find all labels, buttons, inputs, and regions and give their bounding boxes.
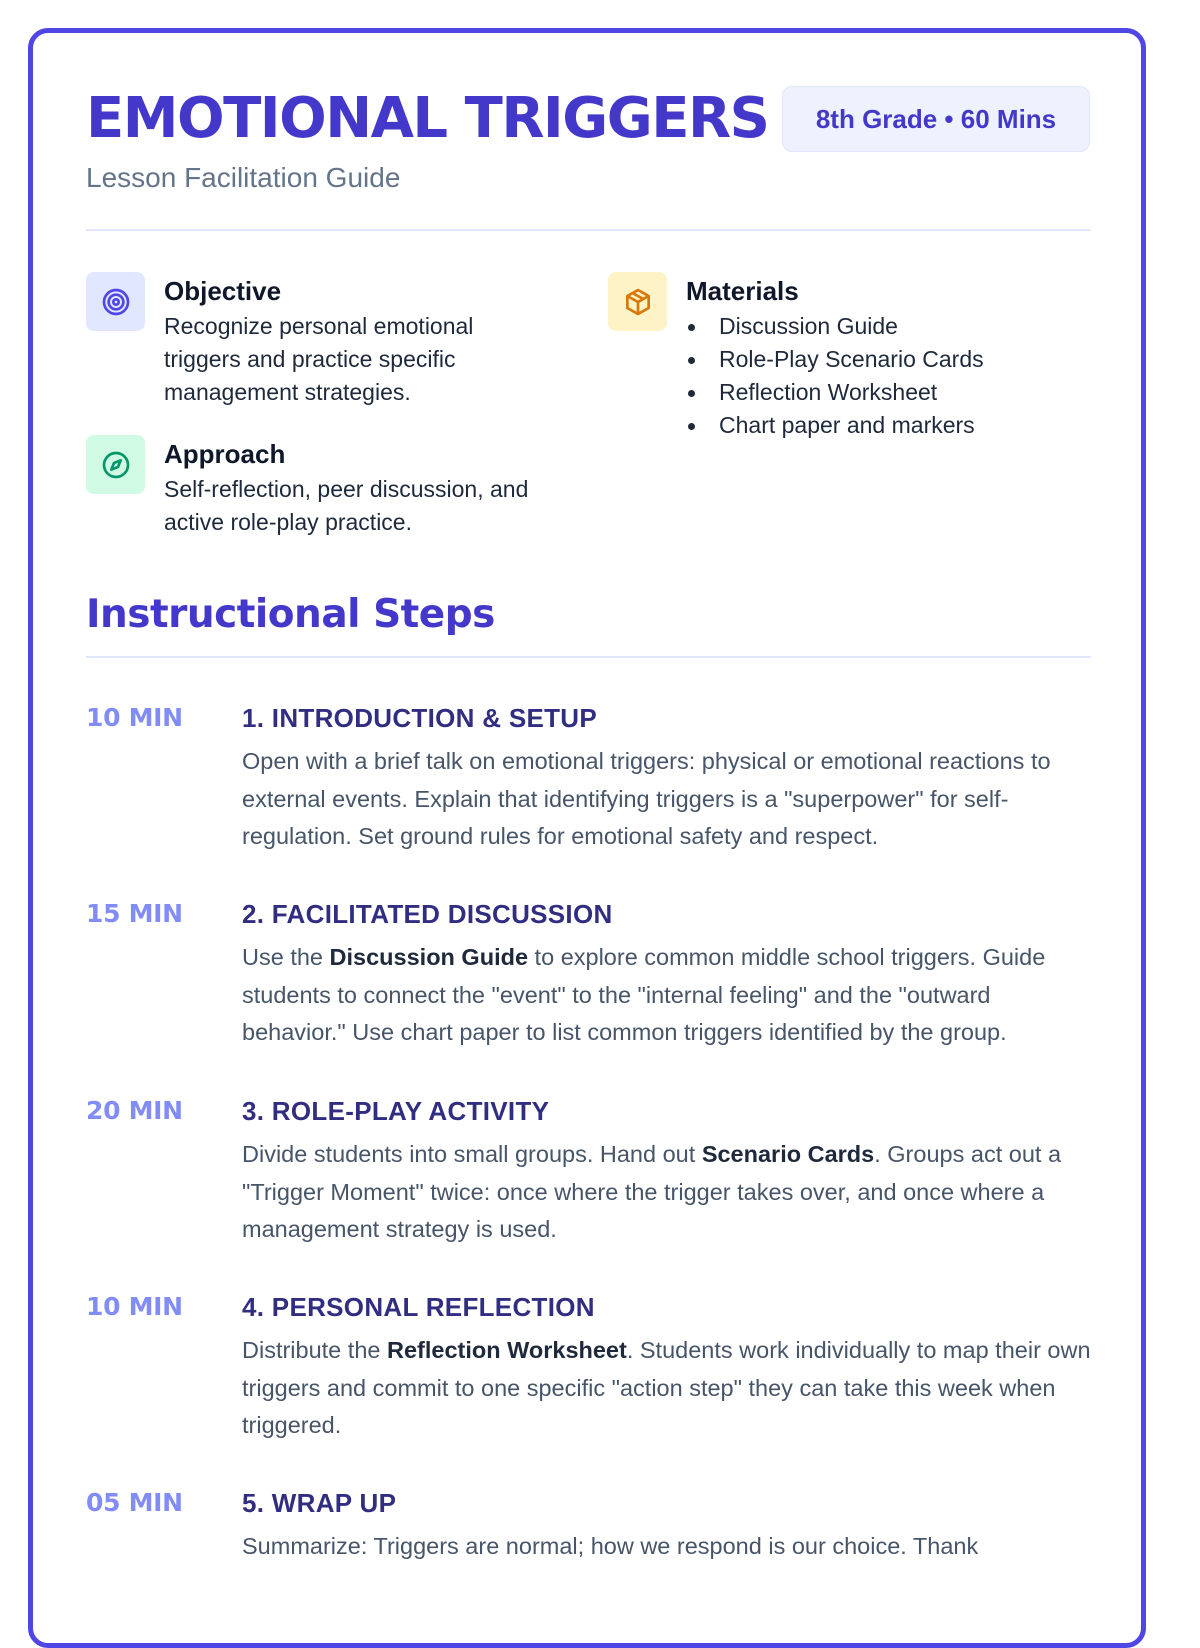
approach-title: Approach — [164, 439, 286, 469]
step-description: Summarize: Triggers are normal; how we respond is our choice. Thank — [242, 1533, 979, 1559]
approach-icon-box — [86, 435, 145, 494]
page-subtitle: Lesson Facilitation Guide — [86, 162, 401, 193]
step-description: Open with a brief talk on emotional triggers: physical or emotional reactions to external events. Explain that identifying triggers is a "superpower" for self-regulation. Set ground rules for emotional safety and respect. — [242, 748, 1051, 849]
step-description: Divide students into small groups. Hand out Scenario Cards. Groups act out a "Trigger Moment" twice: once where the trigger takes over, and once where a management strategy is used. — [242, 1141, 1062, 1242]
materials-list — [686, 310, 984, 442]
compass-icon — [100, 449, 132, 481]
step-title: 2. FACILITATED DISCUSSION — [242, 899, 613, 929]
step-duration: 05 MIN — [86, 1488, 183, 1517]
approach-text: Self-reflection, peer discussion, and active role-play practice. — [164, 476, 529, 535]
instructional-steps-heading: Instructional Steps — [86, 592, 495, 637]
objective-icon-box — [86, 272, 145, 331]
step-title: 5. WRAP UP — [242, 1488, 397, 1518]
step-duration: 20 MIN — [86, 1096, 183, 1125]
page-title: EMOTIONAL TRIGGERS — [86, 86, 769, 151]
step-duration: 15 MIN — [86, 899, 183, 928]
step-duration: 10 MIN — [86, 703, 183, 732]
header-divider — [86, 229, 1091, 231]
step-title: 4. PERSONAL REFLECTION — [242, 1292, 595, 1322]
step-title: 3. ROLE-PLAY ACTIVITY — [242, 1096, 550, 1126]
objective-text: Recognize personal emotional triggers and practice specific management strategies. — [164, 313, 474, 405]
materials-icon-box — [608, 272, 667, 331]
step-description: Distribute the Reflection Worksheet. Students work individually to map their own triggers and commit to one specific "action step" they can take this week when triggered. — [242, 1337, 1091, 1438]
materials-item: Role-Play Scenario Cards — [686, 343, 984, 376]
materials-item: Reflection Worksheet — [686, 376, 984, 409]
step-duration: 10 MIN — [86, 1292, 183, 1321]
grade-duration-badge: 8th Grade • 60 Mins — [782, 86, 1090, 152]
objective-title: Objective — [164, 276, 282, 306]
materials-title: Materials — [686, 276, 799, 306]
target-icon — [100, 286, 132, 318]
step-title: 1. INTRODUCTION & SETUP — [242, 703, 598, 733]
materials-item: Discussion Guide — [686, 310, 984, 343]
steps-divider — [86, 656, 1091, 658]
step-description: Use the Discussion Guide to explore common middle school triggers. Guide students to connect the "event" to the "internal feeling" and the "outward behavior." Use chart paper to list common triggers identified by the group. — [242, 944, 1046, 1045]
materials-item: Chart paper and markers — [686, 409, 984, 442]
package-icon — [622, 286, 654, 318]
